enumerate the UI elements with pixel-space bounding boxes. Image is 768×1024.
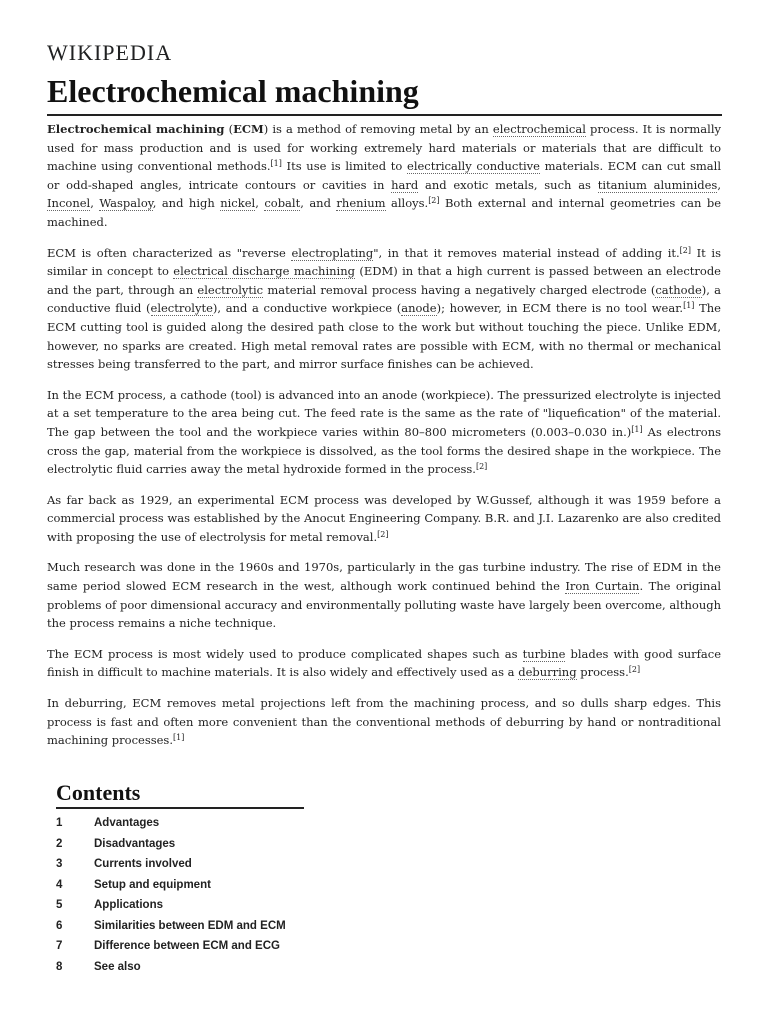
citation-link[interactable]: [1] [270, 159, 282, 169]
text-run: The ECM process is most widely used to produce complicated shapes such as [47, 646, 523, 661]
toc-item-label[interactable]: Currents involved [94, 858, 192, 871]
wiki-link[interactable]: electrical discharge machining [173, 264, 355, 279]
wiki-link[interactable]: anode [401, 301, 437, 316]
text-run: process. [576, 665, 629, 680]
toc-item-number: 6 [56, 919, 63, 932]
wiki-link[interactable]: electrochemical [492, 122, 586, 136]
wiki-link[interactable]: electroplating [291, 245, 374, 260]
wiki-link[interactable]: nickel [220, 196, 256, 211]
text-run: process. It is normally used for mass production and is used for working extremely hard materials or materials that are difficult to machine using conventional methods. [47, 122, 721, 174]
bold-term: Electrochemical machining [47, 122, 225, 136]
text-run: As far back as 1929, an experimental ECM process was developed by W.Gussef, although it was 1959 before a commercial process was established by the Anocut Engineering Company. B.R. and J.I. Lazarenko are also credited with proposing the use of electrolysis for metal removal. [47, 492, 721, 544]
toc-item-number: 2 [56, 837, 63, 850]
toc-item-label[interactable]: Advantages [94, 817, 160, 830]
toc-list [56, 813, 306, 977]
text-run: The ECM cutting tool is guided along the desired path close to the work but without touching the piece. Unlike EDM, however, no sparks are created. High metal removal rates are possible with ECM, with no thermal or mechanical stresses being transferred to the part, and mirror surface finishes can be achieved. [47, 301, 721, 372]
article-paragraph [47, 645, 721, 682]
citation-link[interactable]: [1] [173, 733, 185, 743]
wiki-link[interactable]: deburring [518, 665, 577, 680]
article-paragraph [47, 386, 721, 479]
text-run: Much research was done in the 1960s and 1970s, particularly in the gas turbine industry. The rise of EDM in the same period slowed ECM research in the west, although work continued behind the [47, 560, 721, 594]
text-run: , [90, 196, 100, 211]
wikipedia-logo[interactable]: WIKIPEDIA [47, 40, 173, 65]
toc-item[interactable] [56, 875, 306, 896]
toc-item[interactable] [56, 957, 306, 978]
toc-item-label[interactable]: Similarities between EDM and ECM [94, 919, 286, 932]
citation-link[interactable]: [1] [631, 424, 643, 434]
text-run: ECM is often characterized as "reverse [47, 245, 292, 260]
wiki-link[interactable]: Waspaloy [99, 196, 153, 211]
toc-item[interactable] [56, 834, 306, 855]
text-run: , [255, 196, 265, 211]
toc-item-label[interactable]: Difference between ECM and ECG [94, 940, 280, 953]
wiki-link[interactable]: Iron Curtain [565, 579, 640, 594]
wiki-link[interactable]: rhenium [336, 196, 386, 211]
toc-item-number: 1 [56, 817, 63, 830]
bold-term: ECM [233, 122, 264, 136]
toc-item-number: 3 [56, 858, 63, 871]
wiki-link[interactable]: electrolytic [197, 282, 264, 297]
toc-item-number: 8 [56, 960, 63, 973]
toc-item[interactable] [56, 916, 306, 937]
wiki-link[interactable]: Inconel [47, 196, 91, 211]
text-run: blades with good surface finish in difficult to machine materials. It is also widely and effectively used as a [47, 646, 721, 680]
article-paragraph [47, 558, 721, 632]
text-run: ( [224, 122, 234, 136]
citation-link[interactable]: [2] [377, 529, 389, 539]
text-run: and exotic metals, such as [418, 177, 598, 192]
toc-title: Contents [56, 780, 304, 809]
article-paragraph [47, 244, 721, 374]
title-divider [47, 114, 722, 116]
wiki-link[interactable]: hard [391, 177, 419, 192]
text-run: It is similar in concept to [47, 245, 721, 279]
toc-item-number: 4 [56, 878, 63, 891]
wiki-link[interactable]: titanium aluminides [597, 177, 718, 192]
table-of-contents [56, 780, 306, 977]
page-title: Electrochemical machining [47, 73, 419, 109]
toc-item-label[interactable]: Disadvantages [94, 837, 176, 850]
wiki-link[interactable]: cathode [655, 282, 702, 297]
text-run: ); however, in ECM there is no tool wear. [436, 301, 684, 316]
text-run: ), and a conductive workpiece ( [212, 301, 402, 316]
text-run: Both external and internal geometries can be machined. [47, 196, 722, 229]
text-run: ) is a method of removing metal by an [263, 122, 493, 136]
text-run: , and high [152, 196, 221, 211]
citation-link[interactable]: [2] [628, 665, 641, 675]
toc-item-number: 5 [56, 899, 63, 912]
text-run: , and [300, 196, 337, 211]
toc-item-label[interactable]: Setup and equipment [94, 878, 211, 891]
text-run: As electrons cross the gap, material from the workpiece is dissolved, as the tool forms the desired shape in the workpiece. The electrolytic fluid carries away the metal hydroxide formed in the process. [47, 424, 721, 477]
toc-item[interactable] [56, 895, 306, 916]
text-run: , [717, 177, 721, 192]
article-paragraph [47, 120, 721, 232]
text-run: Its use is limited to [281, 159, 408, 174]
wiki-link[interactable]: cobalt [264, 196, 301, 211]
article-paragraph [47, 491, 721, 547]
wiki-link[interactable]: turbine [522, 646, 566, 661]
toc-item-number: 7 [56, 940, 63, 953]
citation-link[interactable]: [2] [475, 462, 488, 472]
text-run: ", in that it removes material instead of adding it. [373, 245, 680, 260]
text-run: ), a conductive fluid ( [47, 282, 721, 316]
citation-link[interactable]: [2] [428, 196, 440, 206]
text-run: materials. ECM can cut small or odd-shaped angles, intricate contours or cavities in [47, 159, 721, 192]
article-paragraph [47, 694, 721, 750]
toc-item-label[interactable]: See also [94, 960, 141, 973]
text-run: (EDM) in that a high current is passed between an electrode and the part, through an [47, 264, 721, 297]
citation-link[interactable]: [2] [679, 245, 691, 255]
text-run: material removal process having a negatively charged electrode ( [263, 282, 656, 297]
text-run: In the ECM process, a cathode (tool) is advanced into an anode (workpiece). The pressurized electrolyte is injected at a set temperature to the area being cut. The feed rate is the same as the rate of "liquefication" of the material. The gap between the tool and the workpiece varies within 80–800 micrometers (0.003–0.030 in.) [47, 387, 721, 439]
toc-item-label[interactable]: Applications [94, 899, 164, 912]
toc-item[interactable] [56, 854, 306, 875]
wiki-link[interactable]: electrolyte [150, 301, 213, 316]
toc-item[interactable] [56, 936, 306, 957]
wiki-link[interactable]: electrically conductive [407, 159, 540, 174]
text-run: alloys. [385, 196, 429, 211]
toc-item[interactable] [56, 813, 306, 834]
citation-link[interactable]: [1] [683, 301, 695, 311]
text-run: . The original problems of poor dimensional accuracy and environmentally polluting waste have largely been overcome, although the process remains a niche technique. [47, 579, 721, 631]
article-body [47, 120, 721, 762]
text-run: In deburring, ECM removes metal projections left from the machining process, and so dulls sharp edges. This process is fast and often more convenient than the conventional methods of deburring by hand or nontraditional machining processes. [47, 696, 721, 748]
